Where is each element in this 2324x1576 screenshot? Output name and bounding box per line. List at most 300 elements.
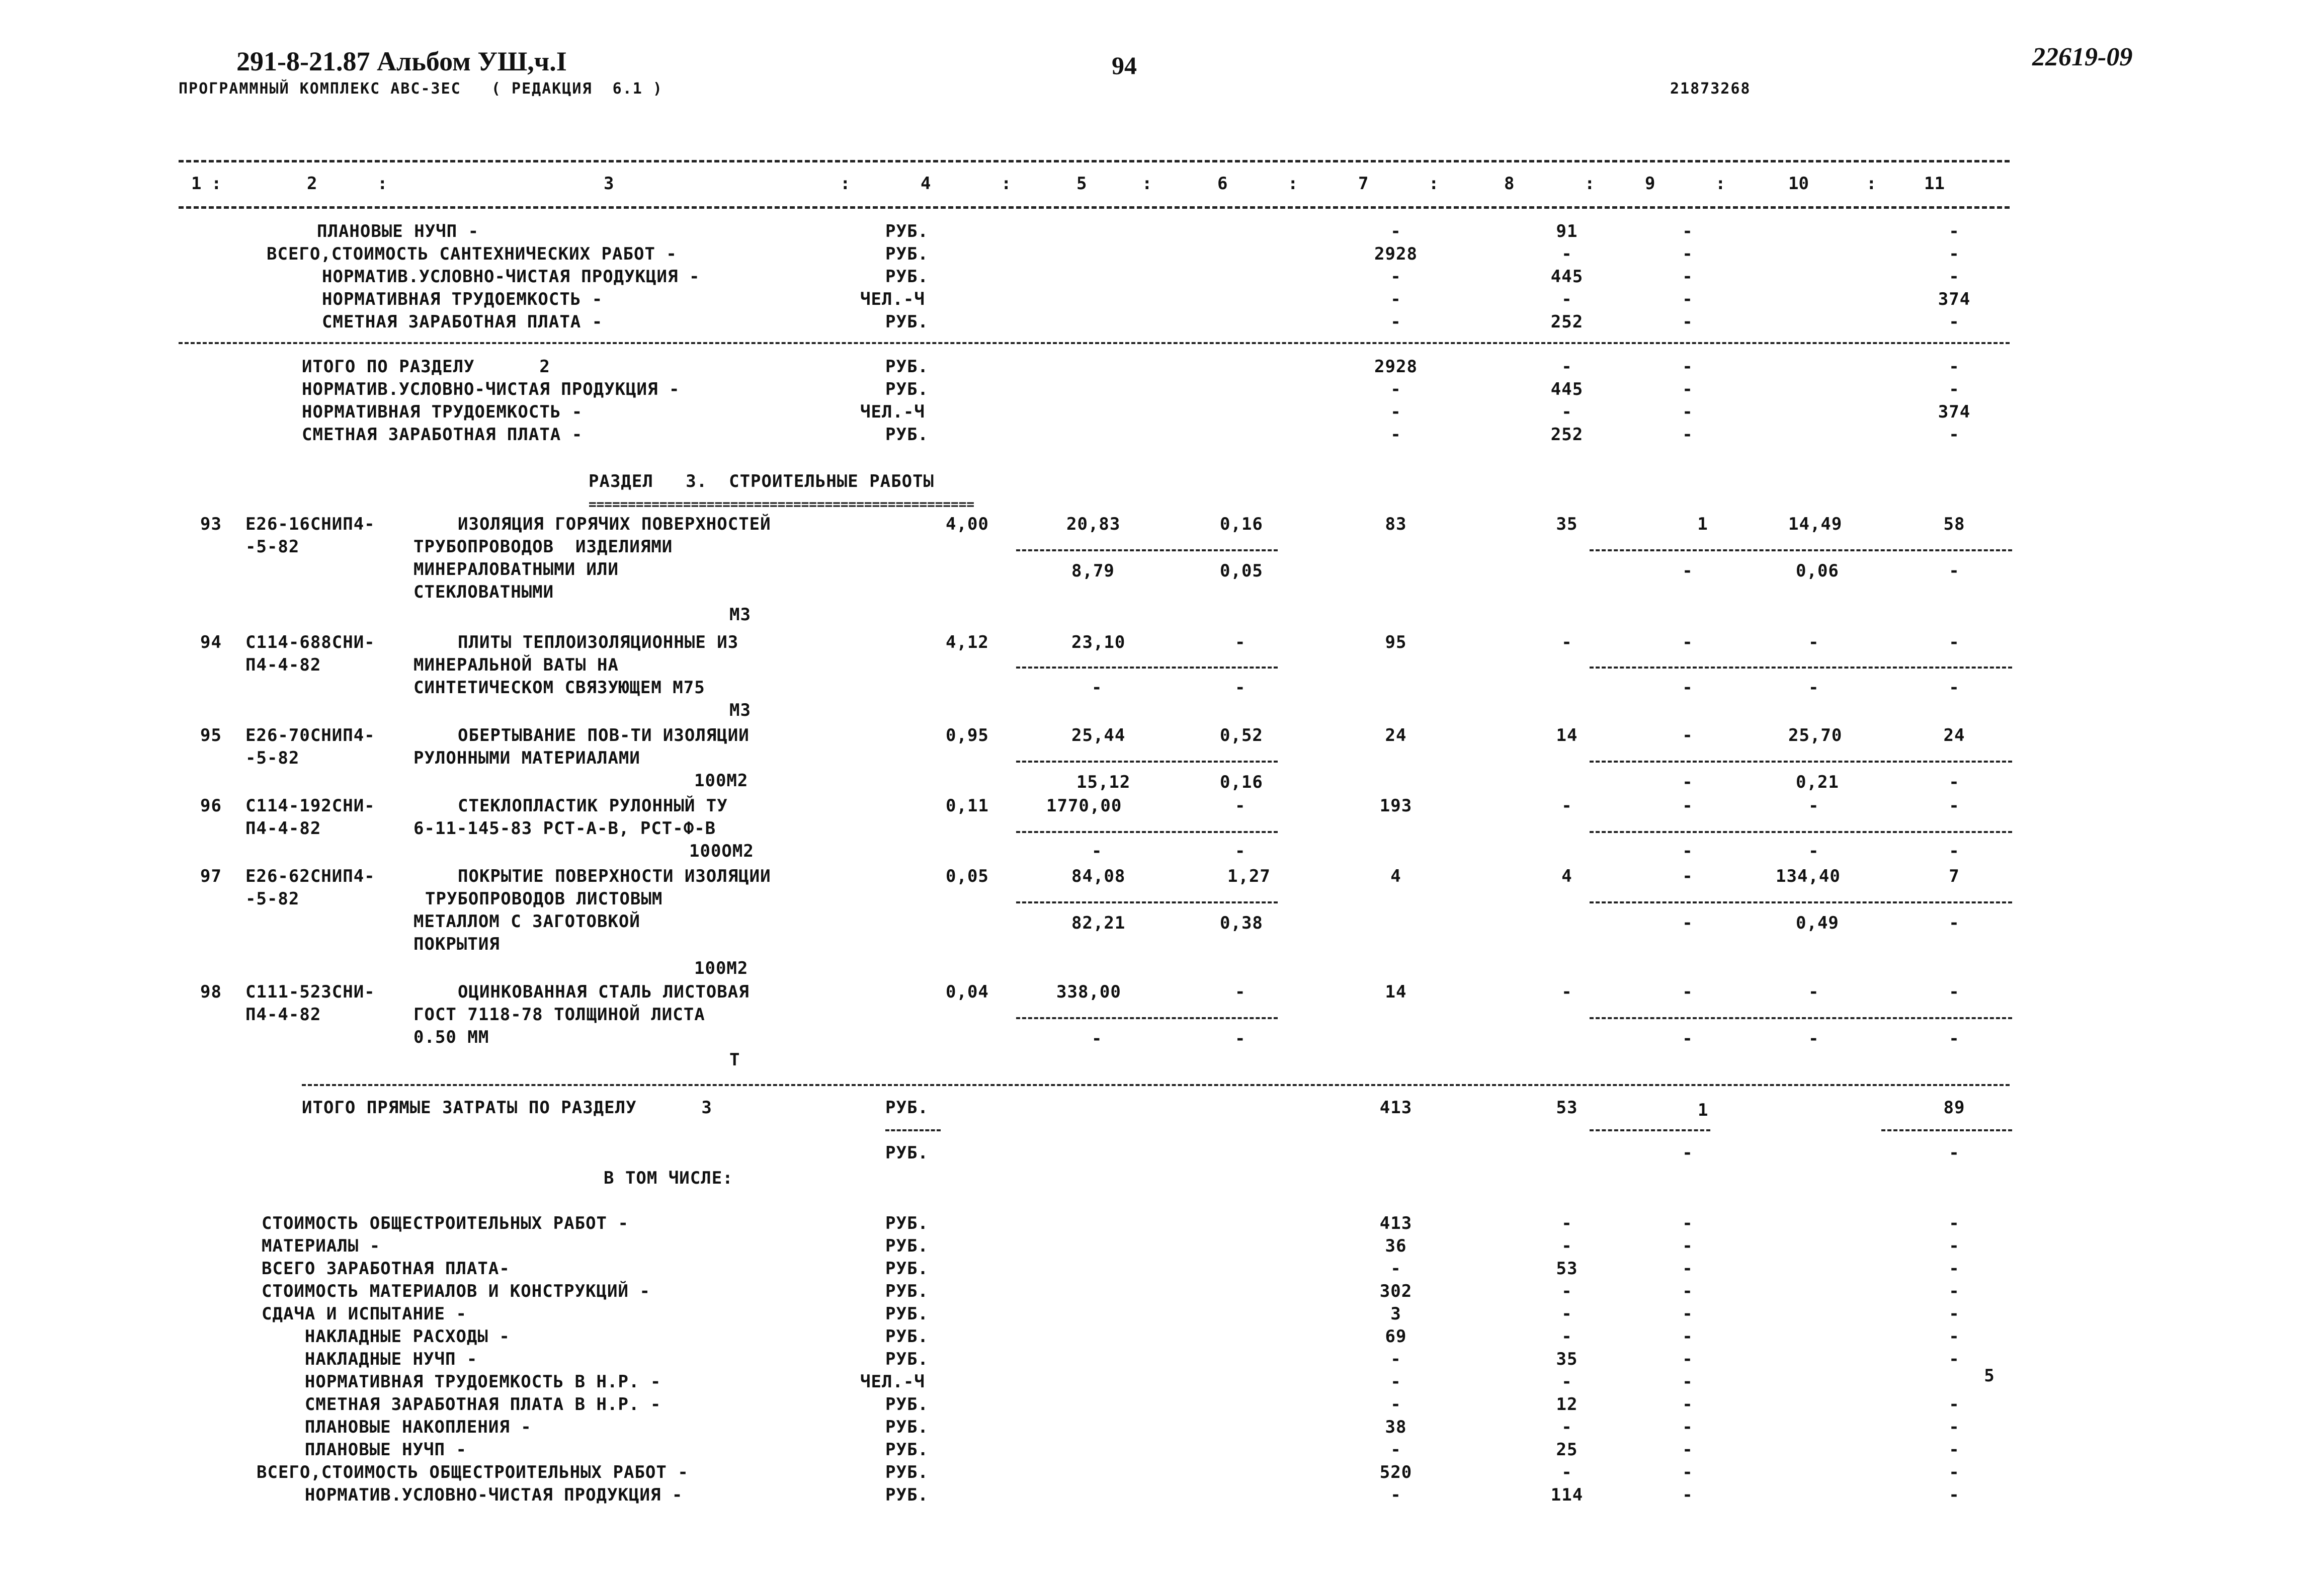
col11-value: -: [1949, 1236, 1960, 1256]
col9-value: -: [1682, 379, 1693, 399]
row-label: НОРМАТИВ.УСЛОВНО-ЧИСТАЯ ПРОДУКЦИЯ -: [302, 379, 680, 399]
col8-value: 35: [1556, 514, 1578, 534]
total-label: ИТОГО ПРЯМЫЕ ЗАТРАТЫ ПО РАЗДЕЛУ 3: [302, 1098, 712, 1118]
col-sep: :: [1585, 174, 1595, 194]
item-code: С114-192СНИ-: [245, 796, 375, 816]
row-unit: РУБ.: [885, 1394, 929, 1415]
sub-rule: [1590, 761, 2012, 763]
col-8: 8: [1504, 174, 1515, 194]
col-sep: :: [1715, 174, 1726, 194]
col9-value: -: [1682, 1462, 1693, 1482]
col9-value: -: [1682, 632, 1693, 652]
row-unit: РУБ.: [885, 1462, 929, 1482]
item-description: РУЛОННЫМИ МАТЕРИАЛАМИ: [413, 748, 640, 768]
row-unit: РУБ.: [885, 1098, 929, 1118]
col-5: 5: [1076, 174, 1087, 194]
row-label: ВСЕГО ЗАРАБОТНАЯ ПЛАТА-: [262, 1259, 510, 1279]
col11-value-b: -: [1949, 841, 1960, 861]
doc-code: 21873268: [1670, 80, 1751, 98]
row-label: НОРМАТИВНАЯ ТРУДОЕМКОСТЬ -: [322, 289, 603, 309]
item-unit: М3: [729, 700, 751, 720]
col11-value: -: [1949, 1304, 1960, 1324]
col9-value: -: [1682, 1417, 1693, 1437]
col11-value: -: [1949, 379, 1960, 399]
col9-value: -: [1682, 402, 1693, 422]
col7-value: -: [1390, 221, 1401, 241]
row-label: ПЛАНОВЫЕ НУЧП -: [262, 1440, 467, 1460]
col8-value: 91: [1556, 221, 1578, 241]
col8-value: -: [1561, 1372, 1572, 1392]
unit-price: 84,08: [1071, 866, 1126, 886]
block-separator: [179, 342, 2010, 344]
col8-value: -: [1561, 1213, 1572, 1233]
item-description: ОБЕРТЫВАНИЕ ПОВ-ТИ ИЗОЛЯЦИИ: [458, 725, 750, 745]
sub-rule: [1016, 1017, 1278, 1019]
col9-value-b: -: [1682, 561, 1693, 581]
unit-price: 338,00: [1056, 982, 1121, 1002]
item-number: 93: [200, 514, 222, 534]
quantity: 4,00: [946, 514, 989, 534]
col8-value: -: [1561, 357, 1572, 377]
item-number: 94: [200, 632, 222, 652]
sub-rule: [1881, 1129, 2012, 1131]
col11-value-b: -: [1949, 772, 1960, 792]
col6-value-b: -: [1235, 678, 1246, 698]
col8-value: -: [1561, 1304, 1572, 1324]
col7-value: 24: [1385, 725, 1407, 745]
table-top-rule: [179, 160, 2010, 162]
row-label: СМЕТНАЯ ЗАРАБОТНАЯ ПЛАТА -: [322, 312, 603, 332]
col6-value-b: 0,05: [1220, 561, 1263, 581]
col9-value: 1: [1698, 1100, 1709, 1120]
col9-value-b: -: [1682, 678, 1693, 698]
item-code-suffix: -5-82: [245, 889, 300, 909]
row-label: СДАЧА И ИСПЫТАНИЕ -: [262, 1304, 467, 1324]
item-description: СТЕКЛОПЛАСТИК РУЛОННЫЙ ТУ: [458, 796, 728, 816]
col8-value: -: [1561, 1417, 1572, 1437]
col11-value: -: [1949, 425, 1960, 445]
col11-value: 7: [1949, 866, 1960, 886]
row-label: СТОИМОСТЬ ОБЩЕСТРОИТЕЛЬНЫХ РАБОТ -: [262, 1213, 629, 1233]
col7-value: -: [1390, 267, 1401, 287]
col7-value: 83: [1385, 514, 1407, 534]
col11-value: -: [1949, 1462, 1960, 1482]
col10-value: 14,49: [1788, 514, 1843, 534]
col7-value: -: [1390, 1259, 1401, 1279]
row-label: НАКЛАДНЫЕ РАСХОДЫ -: [262, 1326, 510, 1347]
unit-price: 23,10: [1071, 632, 1126, 652]
sub-rule: [1016, 831, 1278, 833]
col10-value-b: -: [1808, 678, 1819, 698]
row-label: ПЛАНОВЫЕ НАКОПЛЕНИЯ -: [262, 1417, 532, 1437]
col9-value-b: -: [1682, 841, 1693, 861]
row-unit: РУБ.: [885, 1417, 929, 1437]
item-code-suffix: П4-4-82: [245, 1005, 321, 1025]
col7-value: -: [1390, 1372, 1401, 1392]
col11-value: 374: [1938, 289, 1971, 309]
col11-value: -: [1949, 1281, 1960, 1301]
col9-value: -: [1682, 312, 1693, 332]
col11-value-b: -: [1949, 678, 1960, 698]
row-label: ВСЕГО,СТОИМОСТЬ САНТЕХНИЧЕСКИХ РАБОТ -: [267, 244, 677, 264]
handwritten-number: 22619-09: [2032, 43, 2133, 71]
col-sep: :: [1866, 174, 1877, 194]
col9-value: -: [1682, 267, 1693, 287]
item-description: ТРУБОПРОВОДОВ ЛИСТОВЫМ: [425, 889, 663, 909]
col8-value: 252: [1550, 425, 1584, 445]
row-unit: РУБ.: [885, 1259, 929, 1279]
row-label: ПЛАНОВЫЕ НУЧП -: [317, 221, 479, 241]
col7-value: 3: [1390, 1304, 1401, 1324]
col9-value-b: -: [1682, 1029, 1693, 1049]
header-bottom-rule: [179, 206, 2010, 209]
col10-value-b: -: [1808, 841, 1819, 861]
col7-value: 69: [1385, 1326, 1407, 1347]
row-unit: РУБ.: [885, 1326, 929, 1347]
row-label: СМЕТНАЯ ЗАРАБОТНАЯ ПЛАТА В Н.Р. -: [262, 1394, 661, 1415]
item-number: 95: [200, 725, 222, 745]
section-title: РАЗДЕЛ 3. СТРОИТЕЛЬНЫЕ РАБОТЫ: [589, 471, 935, 491]
col-sep: :: [1001, 174, 1012, 194]
item-description: СТЕКЛОВАТНЫМИ: [413, 582, 554, 602]
item-description: ТРУБОПРОВОДОВ ИЗДЕЛИЯМИ: [413, 537, 673, 557]
block-separator: [302, 1084, 2010, 1086]
sub-rule: [885, 1129, 941, 1131]
page-number: 94: [1112, 51, 1137, 79]
col11-value: -: [1949, 1394, 1960, 1415]
quantity: 0,05: [946, 866, 989, 886]
col7-value: 302: [1379, 1281, 1413, 1301]
col9-value: -: [1682, 425, 1693, 445]
row-label: СТОИМОСТЬ МАТЕРИАЛОВ И КОНСТРУКЦИЙ -: [262, 1281, 650, 1301]
col9-value: -: [1682, 1213, 1693, 1233]
col8-value: 4: [1561, 866, 1572, 886]
col-9: 9: [1645, 174, 1655, 194]
col10-value: 134,40: [1776, 866, 1841, 886]
col-11: 11: [1924, 174, 1945, 194]
quantity: 4,12: [946, 632, 989, 652]
row-unit: РУБ.: [885, 267, 929, 287]
quantity: 0,04: [946, 982, 989, 1002]
col-sep: :: [1142, 174, 1152, 194]
col10-value: 25,70: [1788, 725, 1843, 745]
item-code-suffix: П4-4-82: [245, 655, 321, 675]
col11-value: -: [1949, 312, 1960, 332]
col11-value: -: [1949, 1259, 1960, 1279]
col7-value: -: [1390, 289, 1401, 309]
col9-value: -: [1682, 221, 1693, 241]
unit-price: 1770,00: [1046, 796, 1122, 816]
col11-value: -: [1949, 1485, 1960, 1505]
col-sep: :: [840, 174, 851, 194]
item-code: С114-688СНИ-: [245, 632, 375, 652]
sub-rule: [1590, 901, 2012, 903]
col11-value: -: [1949, 982, 1960, 1002]
col9-value: -: [1682, 1304, 1693, 1324]
col11-value: 5: [1984, 1366, 1995, 1386]
col7-value: 4: [1390, 866, 1401, 886]
row-label: ИТОГО ПО РАЗДЕЛУ 2: [302, 357, 550, 377]
item-code: Е26-70СНИП4-: [245, 725, 375, 745]
document-title: 291-8-21.87 Альбом УШ,ч.I: [236, 46, 567, 76]
col7-value: -: [1390, 312, 1401, 332]
sub-rule: [1590, 831, 2012, 833]
col8-value: 53: [1556, 1259, 1578, 1279]
col8-value: 12: [1556, 1394, 1578, 1415]
col11-value: -: [1949, 1326, 1960, 1347]
col10-value: -: [1808, 632, 1819, 652]
col9-value: -: [1682, 1394, 1693, 1415]
col10-value-b: 0,49: [1796, 913, 1839, 933]
sub-rule: [1590, 1129, 1710, 1131]
row-label: МАТЕРИАЛЫ -: [262, 1236, 381, 1256]
col6-value: 1,27: [1227, 866, 1271, 886]
quantity: 0,95: [946, 725, 989, 745]
unit-price-wages: -: [1092, 678, 1103, 698]
col8-value: 35: [1556, 1349, 1578, 1369]
col9-value-b: -: [1682, 772, 1693, 792]
col7-value: -: [1390, 1349, 1401, 1369]
col-2: 2: [307, 174, 317, 194]
item-description: МИНЕРАЛЬНОЙ ВАТЫ НА: [413, 655, 619, 675]
col11-value: -: [1949, 221, 1960, 241]
row-unit: РУБ.: [885, 1143, 929, 1163]
unit-price-wages: 15,12: [1076, 772, 1131, 792]
sub-rule: [1016, 901, 1278, 903]
col11-value: -: [1949, 1440, 1960, 1460]
col-sep: :: [211, 174, 222, 194]
unit-price-wages: -: [1092, 841, 1103, 861]
item-description: 6-11-145-83 РСТ-А-В, РСТ-Ф-В: [413, 818, 716, 839]
col7-value: -: [1390, 1440, 1401, 1460]
item-unit: Т: [729, 1050, 740, 1070]
section-underline: =================================================: [589, 497, 975, 512]
row-unit: РУБ.: [885, 1213, 929, 1233]
col10-value-b: 0,06: [1796, 561, 1839, 581]
col9-value: -: [1682, 357, 1693, 377]
sub-rule: [1590, 549, 2012, 551]
row-label: НОРМАТИВНАЯ ТРУДОЕМКОСТЬ -: [302, 402, 583, 422]
col6-value: -: [1235, 982, 1246, 1002]
col8-value: 25: [1556, 1440, 1578, 1460]
col9-value-b: -: [1682, 1143, 1693, 1163]
col-sep: :: [1288, 174, 1298, 194]
item-description: ПОКРЫТИЯ: [413, 934, 500, 954]
row-unit: РУБ.: [885, 1281, 929, 1301]
item-code-suffix: -5-82: [245, 537, 300, 557]
sub-rule: [1016, 667, 1278, 669]
col9-value: -: [1682, 1281, 1693, 1301]
program-subtitle: ПРОГРАММНЫЙ КОМПЛЕКС АВС-3ЕС ( РЕДАКЦИЯ 6.1 ): [179, 80, 663, 98]
row-unit: РУБ.: [885, 244, 929, 264]
col6-value-b: -: [1235, 841, 1246, 861]
col9-value: -: [1682, 725, 1693, 745]
col10-value: -: [1808, 796, 1819, 816]
col9-value: -: [1682, 289, 1693, 309]
col-sep: :: [377, 174, 388, 194]
col-10: 10: [1788, 174, 1809, 194]
item-number: 96: [200, 796, 222, 816]
col9-value: -: [1682, 1372, 1693, 1392]
item-description: МИНЕРАЛОВАТНЫМИ ИЛИ: [413, 559, 619, 579]
item-description: 0.50 ММ: [413, 1027, 489, 1047]
row-unit: РУБ.: [885, 425, 929, 445]
col10-value: -: [1808, 982, 1819, 1002]
column-header-row: [191, 175, 2012, 195]
col-3: 3: [604, 174, 614, 194]
col-sep: :: [1429, 174, 1439, 194]
row-unit: ЧЕЛ.-Ч: [860, 1372, 925, 1392]
item-description: ПОКРЫТИЕ ПОВЕРХНОСТИ ИЗОЛЯЦИИ: [458, 866, 771, 886]
row-label: НОРМАТИВНАЯ ТРУДОЕМКОСТЬ В Н.Р. -: [262, 1372, 661, 1392]
col7-value: -: [1390, 402, 1401, 422]
col8-value: 14: [1556, 725, 1578, 745]
col11-value: -: [1949, 1213, 1960, 1233]
col7-value: -: [1390, 379, 1401, 399]
col8-value: -: [1561, 289, 1572, 309]
row-label: НАКЛАДНЫЕ НУЧП -: [262, 1349, 478, 1369]
item-description: ГОСТ 7118-78 ТОЛЩИНОЙ ЛИСТА: [413, 1005, 705, 1025]
col10-value-b: 0,21: [1796, 772, 1839, 792]
row-label: НОРМАТИВ.УСЛОВНО-ЧИСТАЯ ПРОДУКЦИЯ -: [322, 267, 700, 287]
item-code: Е26-16СНИП4-: [245, 514, 375, 534]
col8-value: -: [1561, 1462, 1572, 1482]
col7-value: 2928: [1374, 244, 1418, 264]
row-label: ВСЕГО,СТОИМОСТЬ ОБЩЕСТРОИТЕЛЬНЫХ РАБОТ -: [257, 1462, 689, 1482]
col8-value: -: [1561, 796, 1572, 816]
col11-value: -: [1949, 357, 1960, 377]
row-unit: РУБ.: [885, 1304, 929, 1324]
item-description: МЕТАЛЛОМ С ЗАГОТОВКОЙ: [413, 911, 640, 932]
col9-value: -: [1682, 1485, 1693, 1505]
row-label: НОРМАТИВ.УСЛОВНО-ЧИСТАЯ ПРОДУКЦИЯ -: [262, 1485, 683, 1505]
unit-price: 25,44: [1071, 725, 1126, 745]
row-unit: ЧЕЛ.-Ч: [860, 402, 925, 422]
col7-value: 14: [1385, 982, 1407, 1002]
col11-value: 374: [1938, 402, 1971, 422]
row-unit: РУБ.: [885, 221, 929, 241]
col9-value: -: [1682, 1259, 1693, 1279]
col7-value: -: [1390, 1394, 1401, 1415]
col8-value: 445: [1550, 267, 1584, 287]
col6-value-b: 0,38: [1220, 913, 1263, 933]
quantity: 0,11: [946, 796, 989, 816]
unit-price-wages: -: [1092, 1029, 1103, 1049]
col9-value-b: -: [1682, 913, 1693, 933]
col7-value: 38: [1385, 1417, 1407, 1437]
col8-value: -: [1561, 982, 1572, 1002]
col8-value: -: [1561, 1281, 1572, 1301]
sub-rule: [1016, 549, 1278, 551]
col-1: 1: [191, 174, 202, 194]
col9-value: -: [1682, 1349, 1693, 1369]
col6-value: 0,52: [1220, 725, 1263, 745]
unit-price: 20,83: [1066, 514, 1121, 534]
col9-value: -: [1682, 244, 1693, 264]
row-label: СМЕТНАЯ ЗАРАБОТНАЯ ПЛАТА -: [302, 425, 583, 445]
item-unit: 100М2: [694, 958, 749, 978]
col11-value-b: -: [1949, 561, 1960, 581]
col7-value: -: [1390, 1485, 1401, 1505]
col-6: 6: [1217, 174, 1228, 194]
col11-value: 89: [1943, 1098, 1965, 1118]
col7-value: 193: [1379, 796, 1413, 816]
col8-value: 53: [1556, 1098, 1578, 1118]
col9-value: -: [1682, 866, 1693, 886]
item-description: ИЗОЛЯЦИЯ ГОРЯЧИХ ПОВЕРХНОСТЕЙ: [458, 514, 771, 534]
col9-value: 1: [1697, 514, 1708, 534]
item-code: Е26-62СНИП4-: [245, 866, 375, 886]
item-code-suffix: П4-4-82: [245, 818, 321, 839]
item-unit: М3: [729, 605, 751, 625]
item-description: ОЦИНКОВАННАЯ СТАЛЬ ЛИСТОВАЯ: [458, 982, 750, 1002]
col11-value: -: [1949, 632, 1960, 652]
row-unit: РУБ.: [885, 312, 929, 332]
item-number: 97: [200, 866, 222, 886]
col6-value: -: [1235, 632, 1246, 652]
col9-value: -: [1682, 1440, 1693, 1460]
row-unit: ЧЕЛ.-Ч: [860, 289, 925, 309]
item-description: ПЛИТЫ ТЕПЛОИЗОЛЯЦИОННЫЕ ИЗ: [458, 632, 739, 652]
col11-value-b: -: [1949, 913, 1960, 933]
col11-value: 24: [1943, 725, 1965, 745]
col11-value: -: [1949, 1349, 1960, 1369]
col8-value: 445: [1550, 379, 1584, 399]
col8-value: -: [1561, 632, 1572, 652]
col6-value-b: 0,16: [1220, 772, 1263, 792]
col8-value: 114: [1550, 1485, 1584, 1505]
col9-value: -: [1682, 982, 1693, 1002]
col7-value: 36: [1385, 1236, 1407, 1256]
item-code: С111-523СНИ-: [245, 982, 375, 1002]
row-unit: РУБ.: [885, 1236, 929, 1256]
col6-value: -: [1235, 796, 1246, 816]
col-7: 7: [1358, 174, 1369, 194]
col8-value: 252: [1550, 312, 1584, 332]
col6-value: 0,16: [1220, 514, 1263, 534]
row-unit: РУБ.: [885, 1440, 929, 1460]
sub-rule: [1590, 667, 2012, 669]
col9-value: -: [1682, 1236, 1693, 1256]
item-unit: 100ОМ2: [689, 841, 754, 861]
item-code-suffix: -5-82: [245, 748, 300, 768]
col10-value-b: -: [1808, 1029, 1819, 1049]
unit-price-wages: 82,21: [1071, 913, 1126, 933]
col7-value: -: [1390, 425, 1401, 445]
col11-value-b: -: [1949, 1143, 1960, 1163]
col8-value: -: [1561, 244, 1572, 264]
row-unit: РУБ.: [885, 357, 929, 377]
sub-rule: [1590, 1017, 2012, 1019]
col11-value: 58: [1943, 514, 1965, 534]
col11-value: -: [1949, 1417, 1960, 1437]
sub-rule: [1016, 761, 1278, 763]
col6-value-b: -: [1235, 1029, 1246, 1049]
col8-value: -: [1561, 1236, 1572, 1256]
col7-value: 2928: [1374, 357, 1418, 377]
row-unit: РУБ.: [885, 379, 929, 399]
row-unit: РУБ.: [885, 1349, 929, 1369]
col9-value: -: [1682, 1326, 1693, 1347]
col11-value: -: [1949, 796, 1960, 816]
col-4: 4: [921, 174, 931, 194]
item-number: 98: [200, 982, 222, 1002]
item-description: СИНТЕТИЧЕСКОМ СВЯЗУЮЩЕМ М75: [413, 678, 705, 698]
col7-value: 413: [1379, 1098, 1413, 1118]
col7-value: 520: [1379, 1462, 1413, 1482]
col7-value: 95: [1385, 632, 1407, 652]
including-heading: В ТОМ ЧИСЛЕ:: [604, 1168, 733, 1188]
